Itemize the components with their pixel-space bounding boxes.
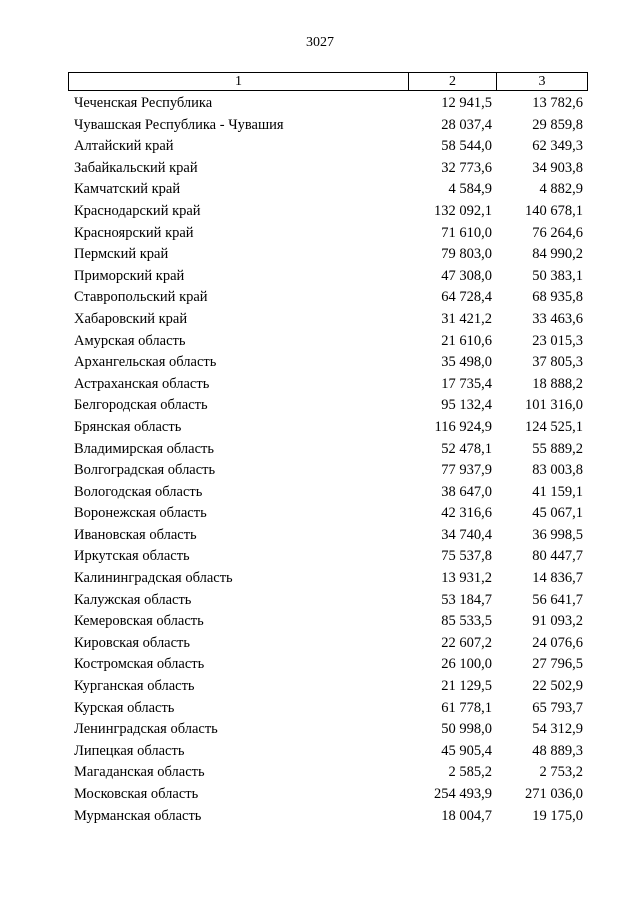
- region-name: Амурская область: [74, 332, 186, 349]
- table-row: [0, 158, 640, 180]
- table-row: [0, 115, 640, 137]
- region-name: Костромская область: [74, 656, 205, 673]
- region-name: Курская область: [74, 699, 175, 716]
- table-row: [0, 287, 640, 309]
- region-name: Липецкая область: [74, 742, 185, 759]
- table-row: [0, 309, 640, 331]
- header-col-2: 2: [409, 73, 497, 90]
- table-row: [0, 395, 640, 417]
- table-header: [68, 72, 588, 91]
- value-col-3: 84 990,2: [532, 246, 583, 263]
- value-col-2: 32 773,6: [441, 159, 492, 176]
- table-row: [0, 741, 640, 763]
- table-row: [0, 784, 640, 806]
- value-col-3: 65 793,7: [532, 699, 583, 716]
- value-col-2: 31 421,2: [441, 310, 492, 327]
- region-name: Московская область: [74, 786, 199, 802]
- region-name: Вологодская область: [74, 483, 203, 500]
- table-body: [0, 93, 640, 827]
- value-col-3: 36 998,5: [532, 526, 583, 543]
- value-col-2: 132 092,1: [434, 202, 492, 219]
- region-name: Алтайский край: [74, 138, 174, 155]
- value-col-3: 37 805,3: [532, 354, 583, 371]
- value-col-3: 19 175,0: [532, 807, 583, 824]
- value-col-3: 34 903,8: [532, 159, 583, 176]
- table-row: [0, 676, 640, 698]
- value-col-2: 21 610,6: [441, 332, 492, 349]
- region-name: Хабаровский край: [74, 310, 188, 327]
- value-col-2: 45 905,4: [441, 742, 492, 759]
- value-col-3: 76 264,6: [532, 224, 583, 241]
- region-name: Иркутская область: [74, 548, 190, 565]
- value-col-2: 38 647,0: [441, 483, 492, 500]
- value-col-2: 116 924,9: [434, 418, 492, 435]
- region-name: Приморский край: [74, 267, 185, 284]
- value-col-3: 91 093,2: [532, 613, 583, 630]
- value-col-3: 45 067,1: [532, 505, 583, 522]
- region-name: Камчатский край: [74, 181, 181, 198]
- value-col-3: 14 836,7: [532, 570, 583, 587]
- value-col-3: 50 383,1: [532, 267, 583, 284]
- region-name: Пермский край: [74, 246, 169, 263]
- value-col-3: 29 859,8: [532, 116, 583, 133]
- value-col-2: 22 607,2: [441, 634, 492, 651]
- table-row: [0, 654, 640, 676]
- value-col-2: 42 316,6: [441, 505, 492, 522]
- region-name: Чеченская Республика: [74, 95, 213, 111]
- value-col-3: 101 316,0: [525, 397, 583, 414]
- value-col-3: 124 525,1: [525, 418, 583, 435]
- value-col-2: 47 308,0: [441, 267, 492, 284]
- value-col-2: 52 478,1: [441, 440, 492, 457]
- value-col-2: 28 037,4: [441, 116, 492, 133]
- table-row: [0, 136, 640, 158]
- value-col-3: 27 796,5: [532, 656, 583, 673]
- table-row: [0, 244, 640, 266]
- table-row: [0, 503, 640, 525]
- region-name: Ленинградская область: [74, 721, 218, 738]
- region-name: Архангельская область: [74, 354, 217, 371]
- value-col-2: 71 610,0: [441, 224, 492, 241]
- value-col-2: 4 584,9: [448, 181, 492, 198]
- value-col-2: 79 803,0: [441, 246, 492, 263]
- value-col-2: 61 778,1: [441, 699, 492, 716]
- region-name: Чувашская Республика - Чувашия: [74, 116, 284, 133]
- table-row: [0, 546, 640, 568]
- value-col-3: 62 349,3: [532, 138, 583, 155]
- region-name: Курганская область: [74, 678, 195, 695]
- table-row: [0, 223, 640, 245]
- value-col-3: 24 076,6: [532, 634, 583, 651]
- header-col-3: 3: [538, 74, 546, 89]
- region-name: Астраханская область: [74, 375, 210, 392]
- page-number: 3027: [306, 35, 334, 50]
- value-col-2: 95 132,4: [441, 397, 492, 414]
- table-row: [0, 460, 640, 482]
- value-col-3: 140 678,1: [525, 202, 583, 219]
- value-col-3: 2 753,2: [539, 764, 583, 781]
- region-name: Волгоградская область: [74, 462, 216, 479]
- table-row: [0, 611, 640, 633]
- value-col-3: 271 036,0: [525, 786, 583, 802]
- table-row: [0, 633, 640, 655]
- table-row: [0, 439, 640, 461]
- value-col-3: 41 159,1: [532, 483, 583, 500]
- value-col-3: 55 889,2: [532, 440, 583, 457]
- value-col-2: 17 735,4: [441, 375, 492, 392]
- value-col-3: 23 015,3: [532, 332, 583, 349]
- value-col-3: 13 782,6: [532, 95, 583, 111]
- value-col-2: 53 184,7: [441, 591, 492, 608]
- value-col-3: 54 312,9: [532, 721, 583, 738]
- table-row: [0, 719, 640, 741]
- table-row: [0, 331, 640, 353]
- value-col-2: 12 941,5: [441, 95, 492, 111]
- region-name: Мурманская область: [74, 807, 202, 824]
- table-row: [0, 201, 640, 223]
- region-name: Владимирская область: [74, 440, 214, 457]
- value-col-3: 48 889,3: [532, 742, 583, 759]
- value-col-3: 80 447,7: [532, 548, 583, 565]
- value-col-2: 13 931,2: [441, 570, 492, 587]
- region-name: Воронежская область: [74, 505, 207, 522]
- table-row: [0, 525, 640, 547]
- region-name: Ивановская область: [74, 526, 197, 543]
- header-col-1: 1: [69, 73, 409, 90]
- table-row: [0, 568, 640, 590]
- value-col-3: 33 463,6: [532, 310, 583, 327]
- value-col-3: 56 641,7: [532, 591, 583, 608]
- region-name: Забайкальский край: [74, 159, 198, 176]
- value-col-3: 4 882,9: [539, 181, 583, 198]
- value-col-3: 83 003,8: [532, 462, 583, 479]
- table-row: [0, 806, 640, 828]
- table-row: [0, 93, 640, 115]
- value-col-2: 77 937,9: [441, 462, 492, 479]
- table-row: [0, 698, 640, 720]
- table-row: [0, 352, 640, 374]
- table-row: [0, 417, 640, 439]
- value-col-2: 34 740,4: [441, 526, 492, 543]
- value-col-2: 85 533,5: [441, 613, 492, 630]
- table-row: [0, 374, 640, 396]
- region-name: Брянская область: [74, 418, 182, 435]
- value-col-2: 75 537,8: [441, 548, 492, 565]
- value-col-3: 68 935,8: [532, 289, 583, 306]
- region-name: Калининградская область: [74, 570, 233, 587]
- region-name: Белгородская область: [74, 397, 208, 414]
- region-name: Кировская область: [74, 634, 191, 651]
- region-name: Красноярский край: [74, 224, 194, 241]
- value-col-2: 2 585,2: [448, 764, 492, 781]
- table-row: [0, 482, 640, 504]
- value-col-2: 58 544,0: [441, 138, 492, 155]
- region-name: Ставропольский край: [74, 289, 208, 306]
- value-col-2: 254 493,9: [434, 786, 492, 802]
- table-row: [0, 590, 640, 612]
- table-row: [0, 266, 640, 288]
- value-col-2: 21 129,5: [441, 678, 492, 695]
- value-col-2: 18 004,7: [441, 807, 492, 824]
- value-col-3: 18 888,2: [532, 375, 583, 392]
- value-col-3: 22 502,9: [532, 678, 583, 695]
- value-col-2: 35 498,0: [441, 354, 492, 371]
- table-row: [0, 762, 640, 784]
- region-name: Кемеровская область: [74, 613, 204, 630]
- region-name: Магаданская область: [74, 764, 205, 781]
- value-col-2: 26 100,0: [441, 656, 492, 673]
- value-col-2: 64 728,4: [441, 289, 492, 306]
- region-name: Калужская область: [74, 591, 192, 608]
- region-name: Краснодарский край: [74, 202, 201, 219]
- table-row: [0, 179, 640, 201]
- value-col-2: 50 998,0: [441, 721, 492, 738]
